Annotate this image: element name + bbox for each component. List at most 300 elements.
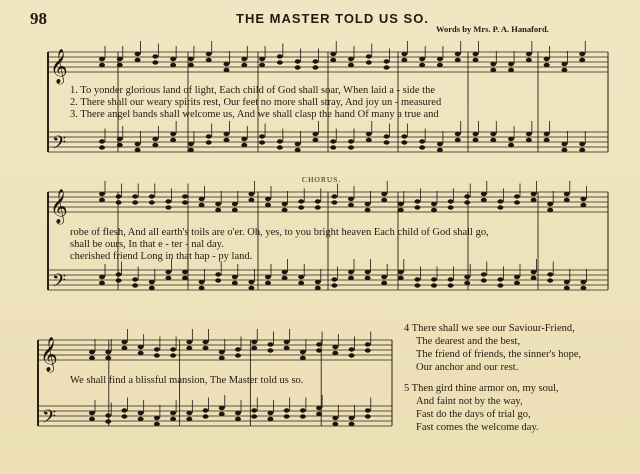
note-head: [384, 59, 390, 63]
note-head: [381, 275, 387, 279]
note-head: [490, 138, 496, 142]
note-head: [561, 62, 567, 66]
note-head: [514, 194, 520, 198]
note-head: [284, 408, 290, 412]
note-head: [547, 278, 553, 282]
note-head: [284, 346, 290, 350]
note-head: [526, 132, 532, 136]
note-head: [431, 202, 437, 206]
note-head: [149, 194, 155, 198]
note-head: [331, 277, 337, 281]
note-head: [481, 272, 487, 276]
note-head: [199, 203, 205, 207]
note-head: [149, 200, 155, 204]
note-head: [401, 58, 407, 62]
stanza-5-line-3: Fast do the days of trial go,: [416, 409, 531, 420]
note-head: [365, 270, 371, 274]
stanza-4-line-2: The dearest and the best,: [416, 336, 521, 347]
note-head: [186, 417, 192, 421]
note-head: [312, 65, 318, 69]
note-head: [99, 57, 105, 61]
note-head: [365, 202, 371, 206]
note-head: [312, 132, 318, 136]
note-head: [232, 281, 238, 285]
note-head: [564, 286, 570, 290]
note-head: [170, 417, 176, 421]
note-head: [295, 59, 301, 63]
note-head: [564, 198, 570, 202]
note-head: [315, 205, 321, 209]
note-head: [348, 197, 354, 201]
note-head: [381, 192, 387, 196]
note-head: [508, 68, 514, 72]
note-head: [384, 140, 390, 144]
note-head: [401, 134, 407, 138]
note-head: [381, 281, 387, 285]
note-head: [464, 194, 470, 198]
note-head: [381, 198, 387, 202]
note-head: [490, 132, 496, 136]
note-head: [248, 280, 254, 284]
hymn-title: THE MASTER TOLD US SO.: [236, 11, 429, 26]
note-head: [580, 280, 586, 284]
note-head: [448, 283, 454, 287]
note-head: [259, 134, 265, 138]
note-head: [203, 408, 209, 412]
note-head: [332, 351, 338, 355]
note-head: [300, 414, 306, 418]
note-head: [448, 199, 454, 203]
note-head: [241, 57, 247, 61]
note-head: [514, 281, 520, 285]
note-head: [232, 208, 238, 212]
note-head: [117, 137, 123, 141]
note-head: [514, 275, 520, 279]
note-head: [497, 283, 503, 287]
note-head: [497, 205, 503, 209]
note-head: [188, 63, 194, 67]
note-head: [135, 142, 141, 146]
note-head: [331, 283, 337, 287]
note-head: [349, 422, 355, 426]
bass-clef-icon: 𝄢: [52, 271, 67, 296]
treble-clef-icon: 𝄞: [50, 49, 68, 84]
note-head: [431, 283, 437, 287]
lyric-final-line: We shall find a blissful mansion, The Master told us so.: [70, 375, 304, 386]
note-head: [300, 350, 306, 354]
note-head: [579, 52, 585, 56]
note-head: [348, 63, 354, 67]
note-head: [544, 138, 550, 142]
note-head: [99, 281, 105, 285]
note-head: [232, 202, 238, 206]
note-head: [203, 340, 209, 344]
note-head: [547, 272, 553, 276]
note-head: [235, 411, 241, 415]
note-head: [366, 138, 372, 142]
note-head: [455, 58, 461, 62]
note-head: [365, 408, 371, 412]
note-head: [414, 283, 420, 287]
note-head: [526, 52, 532, 56]
lyricist-credit: Words by Mrs. P. A. Hanaford.: [436, 24, 549, 34]
note-head: [186, 411, 192, 415]
note-head: [508, 137, 514, 141]
note-head: [224, 68, 230, 72]
note-head: [473, 138, 479, 142]
note-head: [138, 411, 144, 415]
note-head: [437, 142, 443, 146]
note-head: [316, 412, 322, 416]
note-head: [182, 200, 188, 204]
lyric-verse-2: 2. There shall our weary spirits rest, Our feet no more shall stray, And joy un - measured: [70, 97, 442, 108]
note-head: [414, 277, 420, 281]
note-head: [188, 148, 194, 152]
note-head: [232, 275, 238, 279]
note-head: [437, 57, 443, 61]
note-head: [241, 63, 247, 67]
note-head: [135, 52, 141, 56]
note-head: [121, 414, 127, 418]
note-head: [154, 416, 160, 420]
note-head: [99, 145, 105, 149]
chorus-label: CHORUS.: [302, 175, 342, 184]
stanza-4-line-4: Our anchor and our rest.: [416, 362, 519, 373]
note-head: [316, 348, 322, 352]
note-head: [132, 194, 138, 198]
note-head: [138, 345, 144, 349]
note-head: [99, 139, 105, 143]
note-head: [267, 417, 273, 421]
note-head: [206, 52, 212, 56]
note-head: [547, 202, 553, 206]
note-head: [464, 200, 470, 204]
note-head: [117, 57, 123, 61]
note-head: [105, 350, 111, 354]
note-head: [165, 270, 171, 274]
note-head: [152, 143, 158, 147]
note-head: [116, 200, 122, 204]
note-head: [248, 192, 254, 196]
note-head: [384, 65, 390, 69]
note-head: [152, 137, 158, 141]
note-head: [259, 57, 265, 61]
note-head: [473, 58, 479, 62]
note-head: [455, 132, 461, 136]
note-head: [564, 192, 570, 196]
note-head: [481, 192, 487, 196]
note-head: [152, 60, 158, 64]
note-head: [241, 137, 247, 141]
note-head: [579, 148, 585, 152]
note-head: [170, 138, 176, 142]
note-head: [564, 280, 570, 284]
note-head: [580, 197, 586, 201]
note-head: [215, 272, 221, 276]
note-head: [366, 132, 372, 136]
note-head: [152, 54, 158, 58]
lyric-verse-1: 1. To yonder glorious land of light, Each child of God shall soar, When laid a - side the: [70, 85, 436, 96]
note-head: [248, 286, 254, 290]
note-head: [315, 199, 321, 203]
note-head: [579, 142, 585, 146]
bass-clef-icon: 𝄢: [52, 133, 67, 158]
note-head: [105, 356, 111, 360]
note-head: [154, 347, 160, 351]
note-head: [267, 411, 273, 415]
note-head: [365, 208, 371, 212]
note-head: [105, 413, 111, 417]
lyric-chorus-line-1: robe of flesh, And all earth's toils are o'er. Oh, yes, to you bright heaven Each child of God shall go,: [70, 227, 489, 238]
note-head: [437, 63, 443, 67]
note-head: [99, 275, 105, 279]
note-head: [300, 408, 306, 412]
stanza-5-line-1: 5 Then gird thine armor on, my soul,: [404, 383, 559, 394]
page-number: 98: [30, 9, 47, 28]
note-head: [116, 272, 122, 276]
note-head: [248, 198, 254, 202]
note-head: [481, 198, 487, 202]
note-head: [398, 202, 404, 206]
note-head: [170, 353, 176, 357]
note-head: [284, 414, 290, 418]
treble-clef-icon: 𝄞: [50, 189, 68, 224]
note-head: [219, 406, 225, 410]
note-head: [132, 200, 138, 204]
stanza-4-line-3: The friend of friends, the sinner's hope,: [416, 349, 582, 360]
note-head: [349, 347, 355, 351]
note-head: [348, 276, 354, 280]
note-head: [464, 281, 470, 285]
note-head: [331, 200, 337, 204]
note-head: [414, 199, 420, 203]
note-head: [384, 134, 390, 138]
note-head: [89, 411, 95, 415]
note-head: [298, 275, 304, 279]
note-head: [149, 286, 155, 290]
note-head: [295, 142, 301, 146]
note-head: [316, 406, 322, 410]
note-head: [544, 57, 550, 61]
note-head: [170, 347, 176, 351]
treble-clef-icon: 𝄞: [40, 337, 58, 372]
note-head: [235, 417, 241, 421]
note-head: [561, 68, 567, 72]
note-head: [105, 419, 111, 423]
note-head: [265, 281, 271, 285]
note-head: [544, 63, 550, 67]
note-head: [170, 411, 176, 415]
note-head: [199, 197, 205, 201]
note-head: [508, 143, 514, 147]
note-head: [117, 143, 123, 147]
note-head: [89, 350, 95, 354]
note-head: [203, 414, 209, 418]
note-head: [414, 205, 420, 209]
note-head: [473, 52, 479, 56]
note-head: [580, 203, 586, 207]
note-head: [298, 205, 304, 209]
note-head: [277, 60, 283, 64]
note-head: [199, 280, 205, 284]
note-head: [348, 270, 354, 274]
note-head: [455, 52, 461, 56]
note-head: [298, 199, 304, 203]
lyric-chorus-line-2: shall be ours, In that e - ter - nal day.: [70, 239, 224, 250]
note-head: [138, 351, 144, 355]
note-head: [165, 199, 171, 203]
note-head: [259, 63, 265, 67]
note-head: [316, 342, 322, 346]
note-head: [348, 145, 354, 149]
lyric-verse-3: 3. There angel bands shall welcome us, And we shall clasp the hand Of many a true and: [70, 109, 439, 120]
note-head: [315, 286, 321, 290]
note-head: [544, 132, 550, 136]
note-head: [331, 194, 337, 198]
note-head: [219, 412, 225, 416]
note-head: [448, 277, 454, 281]
note-head: [365, 342, 371, 346]
note-head: [138, 417, 144, 421]
note-head: [300, 356, 306, 360]
note-head: [332, 422, 338, 426]
note-head: [182, 194, 188, 198]
note-head: [267, 342, 273, 346]
note-head: [99, 198, 105, 202]
note-head: [135, 58, 141, 62]
note-head: [215, 202, 221, 206]
lyric-chorus-line-3: cherished friend Long in that hap - py land.: [70, 251, 253, 262]
note-head: [188, 57, 194, 61]
note-head: [132, 277, 138, 281]
note-head: [165, 276, 171, 280]
note-head: [330, 145, 336, 149]
note-head: [365, 348, 371, 352]
note-head: [121, 346, 127, 350]
note-head: [170, 63, 176, 67]
note-head: [398, 270, 404, 274]
note-head: [265, 275, 271, 279]
note-head: [365, 414, 371, 418]
note-head: [366, 54, 372, 58]
note-head: [199, 286, 205, 290]
note-head: [349, 416, 355, 420]
note-head: [531, 198, 537, 202]
note-head: [295, 148, 301, 152]
note-head: [348, 203, 354, 207]
note-head: [330, 52, 336, 56]
note-head: [235, 353, 241, 357]
note-head: [219, 356, 225, 360]
note-head: [448, 205, 454, 209]
note-head: [89, 356, 95, 360]
note-head: [473, 132, 479, 136]
note-head: [419, 145, 425, 149]
note-head: [298, 281, 304, 285]
note-head: [186, 340, 192, 344]
note-head: [251, 340, 257, 344]
note-head: [265, 203, 271, 207]
note-head: [561, 142, 567, 146]
note-head: [267, 348, 273, 352]
note-head: [206, 134, 212, 138]
note-head: [149, 280, 155, 284]
note-head: [490, 62, 496, 66]
note-head: [330, 139, 336, 143]
note-head: [277, 54, 283, 58]
note-head: [154, 353, 160, 357]
note-head: [514, 200, 520, 204]
note-head: [89, 417, 95, 421]
note-head: [419, 63, 425, 67]
note-head: [182, 276, 188, 280]
note-head: [526, 58, 532, 62]
note-head: [186, 346, 192, 350]
note-head: [497, 199, 503, 203]
note-head: [99, 63, 105, 67]
note-head: [135, 148, 141, 152]
note-head: [170, 132, 176, 136]
note-head: [116, 278, 122, 282]
note-head: [121, 340, 127, 344]
note-head: [170, 57, 176, 61]
note-head: [531, 192, 537, 196]
stanza-5-line-4: Fast comes the welcome day.: [416, 422, 539, 433]
note-head: [401, 140, 407, 144]
note-head: [251, 408, 257, 412]
note-head: [531, 270, 537, 274]
note-head: [398, 276, 404, 280]
note-head: [366, 60, 372, 64]
note-head: [116, 194, 122, 198]
note-head: [259, 140, 265, 144]
note-head: [154, 422, 160, 426]
note-head: [219, 350, 225, 354]
note-head: [295, 65, 301, 69]
note-head: [99, 192, 105, 196]
note-head: [206, 58, 212, 62]
note-head: [497, 277, 503, 281]
note-head: [580, 286, 586, 290]
note-head: [235, 347, 241, 351]
note-head: [188, 142, 194, 146]
note-head: [431, 208, 437, 212]
note-head: [315, 280, 321, 284]
note-head: [349, 353, 355, 357]
note-head: [132, 283, 138, 287]
note-head: [490, 68, 496, 72]
bass-clef-icon: 𝄢: [42, 407, 57, 432]
note-head: [312, 138, 318, 142]
stanza-5-line-2: And faint not by the way,: [416, 396, 523, 407]
note-head: [282, 270, 288, 274]
note-head: [117, 63, 123, 67]
note-head: [224, 132, 230, 136]
note-head: [284, 340, 290, 344]
stanza-4-line-1: 4 There shall we see our Saviour-Friend,: [404, 323, 575, 334]
note-head: [241, 143, 247, 147]
note-head: [419, 57, 425, 61]
note-head: [398, 208, 404, 212]
note-head: [203, 346, 209, 350]
note-head: [481, 278, 487, 282]
note-head: [348, 57, 354, 61]
note-head: [265, 197, 271, 201]
note-head: [282, 276, 288, 280]
note-head: [531, 276, 537, 280]
note-head: [455, 138, 461, 142]
note-head: [165, 205, 171, 209]
